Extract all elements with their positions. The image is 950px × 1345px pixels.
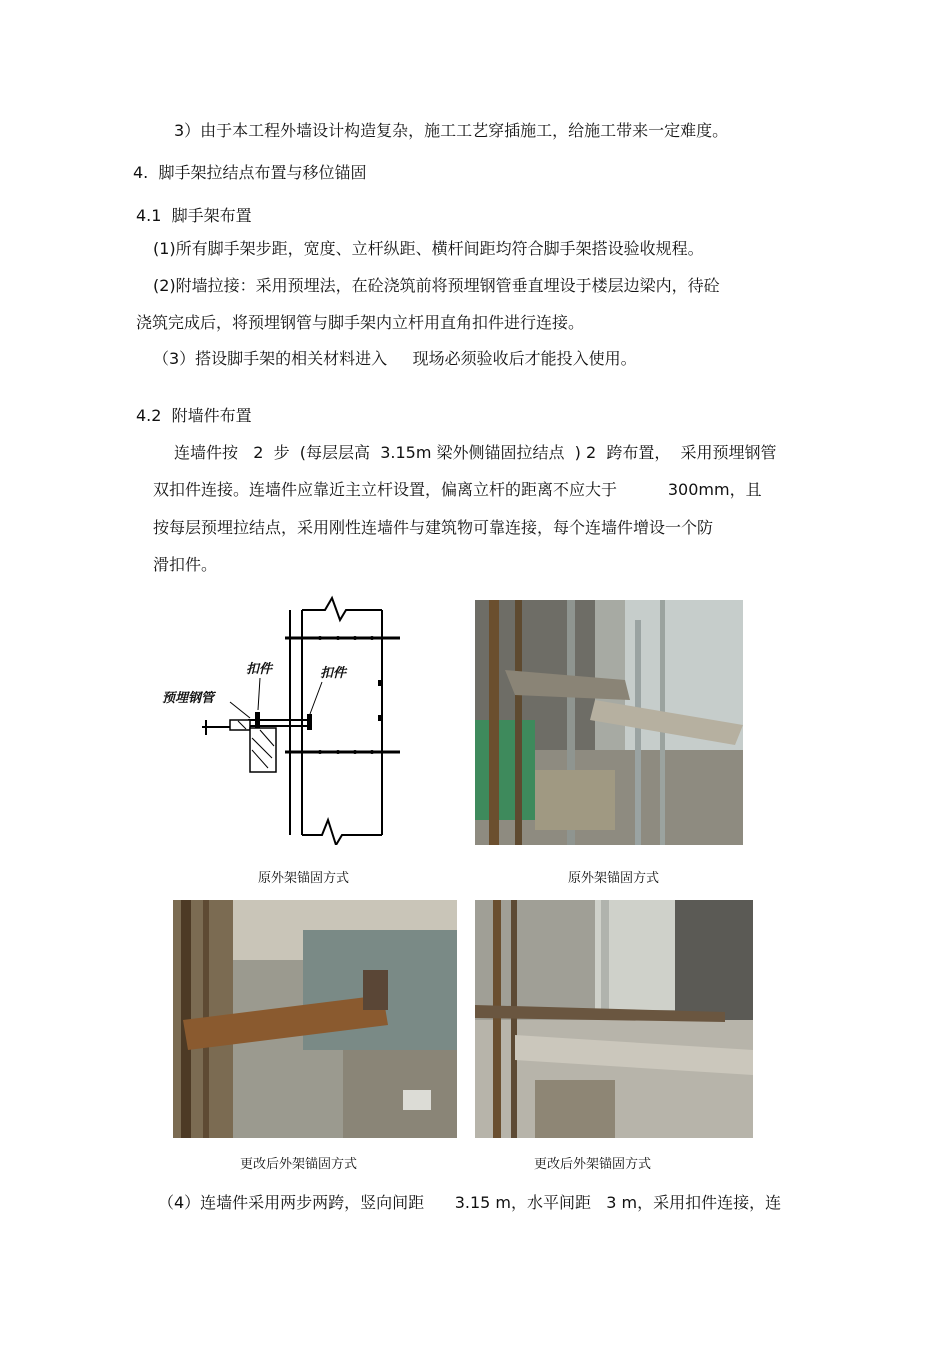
- paragraph-4-2-line-3: 按每层预埋拉结点，采用刚性连墙件与建筑物可靠连接，每个连墙件增设一个防: [153, 518, 714, 537]
- photo-modified-anchor-1: [173, 900, 457, 1138]
- paragraph-4-2-line-4: 滑扣件。: [153, 555, 218, 574]
- paragraph-4-1-item-1: (1)所有脚手架步距，宽度、立杆纵距、横杆间距均符合脚手架搭设验收规程。: [153, 239, 704, 258]
- heading-section-4-1: 4.1 脚手架布置: [136, 206, 252, 225]
- paragraph-4-2-line-2: 双扣件连接。连墙件应靠近主立杆设置，偏离立杆的距离不应大于 300mm，且: [153, 480, 762, 499]
- caption-figure-4: 更改后外架锚固方式: [534, 1157, 652, 1172]
- heading-section-4: 4. 脚手架拉结点布置与移位锚固: [133, 163, 367, 182]
- photo-modified-anchor-2: [475, 900, 753, 1138]
- paragraph-4-item-4: （4）连墙件采用两步两跨，竖向间距 3.15 m，水平间距 3 m，采用扣件连接，连: [158, 1193, 782, 1212]
- paragraph-4-1-item-3: （3）搭设脚手架的相关材料进入 现场必须验收后才能投入使用。: [153, 349, 637, 368]
- label-clamp-left: 扣件: [246, 662, 273, 677]
- paragraph-4-2-line-1: 连墙件按 2 步 (每层层高 3.15m 梁外侧锚固拉结点 ) 2 跨布置， 采用预埋钢管: [174, 443, 777, 462]
- caption-figure-2: 原外架锚固方式: [568, 871, 660, 886]
- label-embedded-pipe: 预埋钢管: [162, 691, 215, 706]
- heading-section-4-2: 4.2 附墙件布置: [136, 406, 252, 425]
- paragraph-4-1-item-2-line-2: 浇筑完成后，将预埋钢管与脚手架内立杆用直角扣件进行连接。: [136, 313, 585, 332]
- paragraph-4-1-item-2-line-1: (2)附墙拉接：采用预埋法，在砼浇筑前将预埋钢管垂直埋设于楼层边梁内，待砼: [153, 276, 720, 295]
- caption-figure-1: 原外架锚固方式: [258, 871, 350, 886]
- anchor-detail-drawing: [160, 590, 420, 845]
- photo-original-anchor: [475, 600, 743, 845]
- label-clamp-right: 扣件: [320, 666, 347, 681]
- caption-figure-3: 更改后外架锚固方式: [240, 1157, 358, 1172]
- paragraph-complexity: 3）由于本工程外墙设计构造复杂，施工工艺穿插施工，给施工带来一定难度。: [174, 121, 729, 140]
